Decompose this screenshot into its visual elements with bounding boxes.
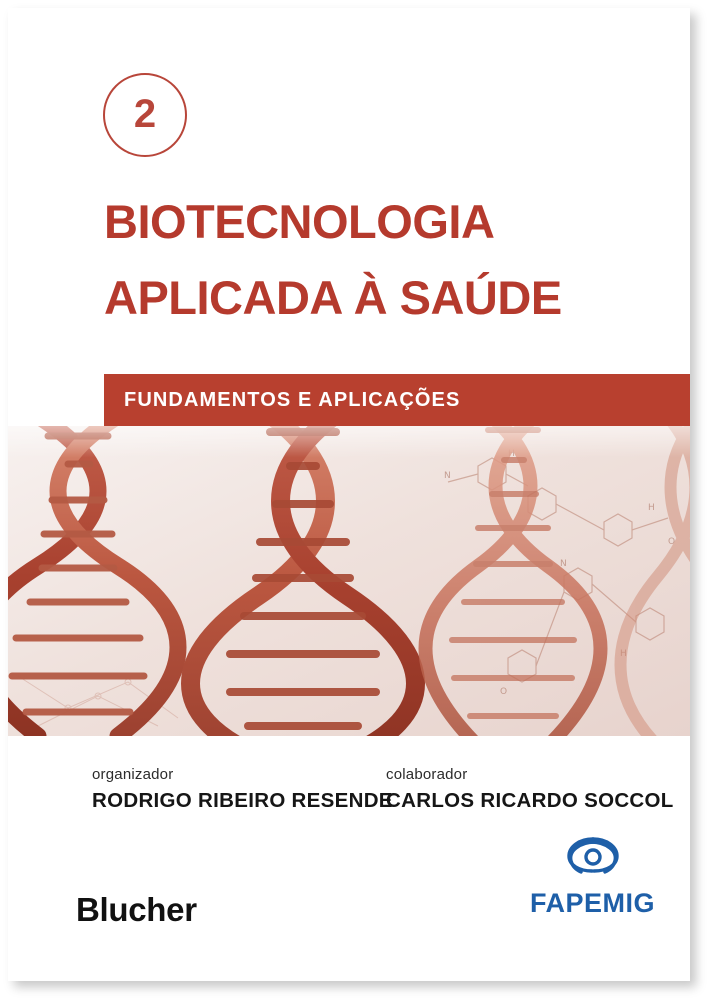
credit-colaborador xyxy=(386,766,674,813)
publisher-logo-blucher: Blucher xyxy=(76,891,197,928)
svg-text:O: O xyxy=(500,687,508,697)
credit-organizador xyxy=(92,766,393,813)
cover-title xyxy=(104,194,664,326)
sponsor-logo-fapemig xyxy=(520,834,665,919)
credit-name-value: CARLOS RICARDO SOCCOL xyxy=(386,789,674,812)
cover-subtitle: FUNDAMENTOS E APLICAÇÕES xyxy=(124,388,461,411)
title-line-2: APLICADA À SAÚDE xyxy=(104,271,562,324)
svg-text:N: N xyxy=(560,559,567,569)
book-cover xyxy=(8,8,690,981)
svg-text:O: O xyxy=(668,537,676,547)
dna-artwork xyxy=(8,426,690,736)
credit-role-label: organizador xyxy=(92,766,174,783)
credit-role-label: colaborador xyxy=(386,766,468,783)
cover-credits-area xyxy=(8,736,690,981)
svg-text:H: H xyxy=(620,649,627,659)
title-line-1: BIOTECNOLOGIA xyxy=(104,195,495,248)
cover-header-area xyxy=(8,8,690,420)
fapemig-wordmark: FAPEMIG xyxy=(529,888,655,918)
volume-badge: 2 xyxy=(103,73,187,157)
subtitle-band xyxy=(104,374,690,426)
fapemig-mark-icon xyxy=(560,834,626,886)
credit-name-value: RODRIGO RIBEIRO RESENDE xyxy=(92,789,393,812)
